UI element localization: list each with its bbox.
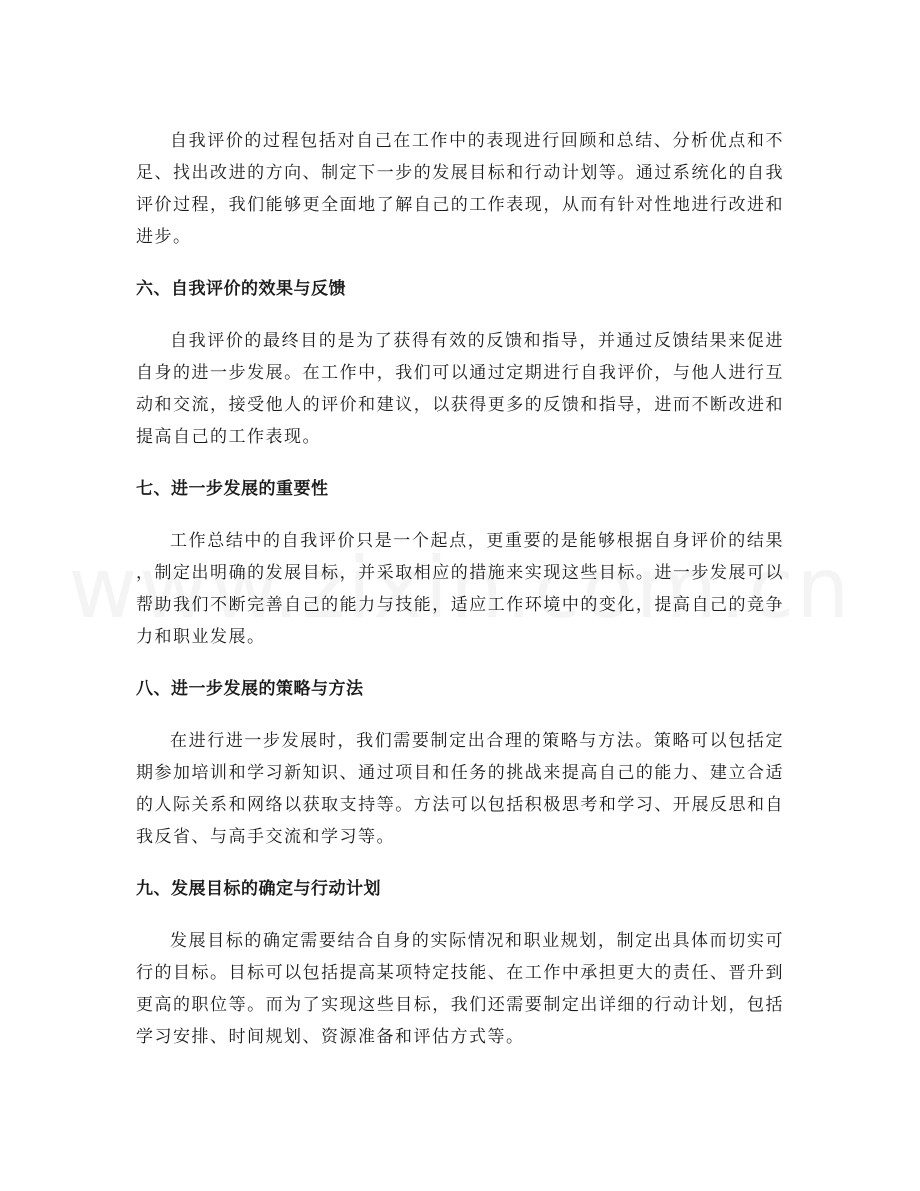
section-heading: 八、进一步发展的策略与方法 [136,679,364,699]
section-paragraph: 发展目标的确定需要结合自身的实际情况和职业规划，制定出具体而切实可行的目标。目标可以包括提高某项特定技能、在工作中承担更大的责任、晋升到更高的职位等。而为了实现这些目标，我们还需要制定出详细的行动计划，包括学习安排、时间规划、资源准备和评估方式等。 [136,931,784,1047]
section-6 [136,273,784,453]
section-heading: 六、自我评价的效果与反馈 [136,279,346,299]
section-heading: 九、发展目标的确定与行动计划 [136,879,381,899]
section-heading: 七、进一步发展的重要性 [136,479,329,499]
section-9 [136,873,784,1053]
section-paragraph: 在进行进一步发展时，我们需要制定出合理的策略与方法。策略可以包括定期参加培训和学习新知识、通过项目和任务的挑战来提高自己的能力、建立合适的人际关系和网络以获取支持等。方法可以包括积极思考和学习、开展反思和自我反省、与高手交流和学习等。 [136,731,784,847]
intro-paragraph: 自我评价的过程包括对自己在工作中的表现进行回顾和总结、分析优点和不足、找出改进的方向、制定下一步的发展目标和行动计划等。通过系统化的自我评价过程，我们能够更全面地了解自己的工作表现，从而有针对性地进行改进和进步。 [136,131,784,247]
document-body [136,125,784,1053]
section-8 [136,673,784,853]
section-7 [136,473,784,653]
section-paragraph: 自我评价的最终目的是为了获得有效的反馈和指导，并通过反馈结果来促进自身的进一步发展。在工作中，我们可以通过定期进行自我评价，与他人进行互动和交流，接受他人的评价和建议，以获得更多的反馈和指导，进而不断改进和提高自己的工作表现。 [136,331,784,447]
section-paragraph: 工作总结中的自我评价只是一个起点，更重要的是能够根据自身评价的结果，制定出明确的发展目标，并采取相应的措施来实现这些目标。进一步发展可以帮助我们不断完善自己的能力与技能，适应工作环境中的变化，提高自己的竞争力和职业发展。 [136,531,784,647]
